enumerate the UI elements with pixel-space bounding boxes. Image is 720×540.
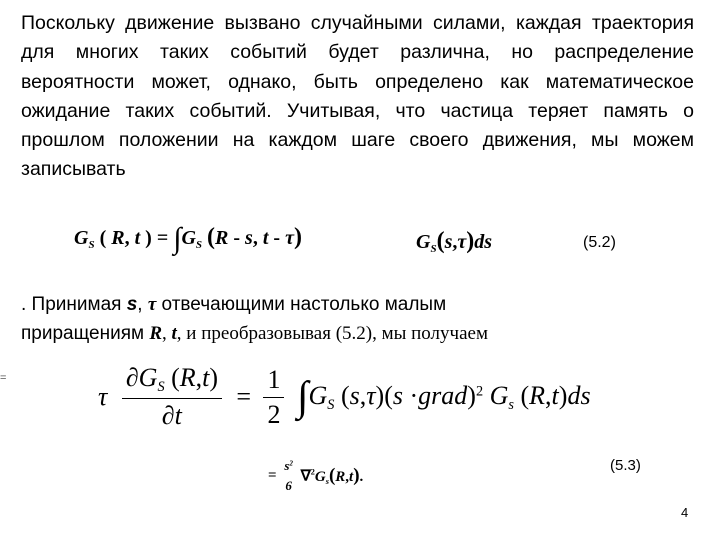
var-s: s [126, 294, 138, 315]
side-mark: = [0, 372, 7, 384]
transition-rest: отвечающими настолько малым [156, 294, 447, 315]
equation-5-3-line2: = $s^2$ 6 $\nabla^2G_s(R,t)$. [268, 458, 364, 493]
comma: , [137, 294, 148, 315]
equation-5-3: τ $\frac{\partial G_S (R,t)}{\partial t}$ = $\frac{1}{2}$ $\int G_S$ (s,τ)(s ·grad)$^2$ $G_s$ (R,t)ds [98, 363, 591, 430]
intro-paragraph: Поскольку движение вызвано случайными силами, каждая траектория для многих таких событий будет различна, но распределение вероятности может, однако, быть определено как математическое ожидание таких событий. Учитывая, что частица теряет память о прошлом положении на каждом шаге своего движения, мы можем записывать [21, 12, 694, 181]
var-t: t [171, 323, 177, 344]
equation-number-5-2: (5.2) [583, 234, 616, 251]
transition-rest-2: , и преобразовывая (5.2), мы получаем [176, 323, 488, 344]
page-number: 4 [681, 505, 689, 520]
transition-text [21, 290, 671, 348]
transition-prefix-2: приращениям [21, 323, 150, 344]
var-tau: τ [147, 294, 157, 315]
equation-5-2: $G_S$ ( R, t ) = $\int G_S$ (R - s, t - τ) [74, 222, 302, 255]
var-R: R [149, 323, 163, 344]
comma: , [162, 323, 172, 344]
transition-prefix: . Принимая [21, 294, 127, 315]
equation-5-2-kernel: $G_S(s,\tau)ds$ [416, 228, 493, 255]
equation-number-5-3: (5.3) [610, 457, 641, 474]
